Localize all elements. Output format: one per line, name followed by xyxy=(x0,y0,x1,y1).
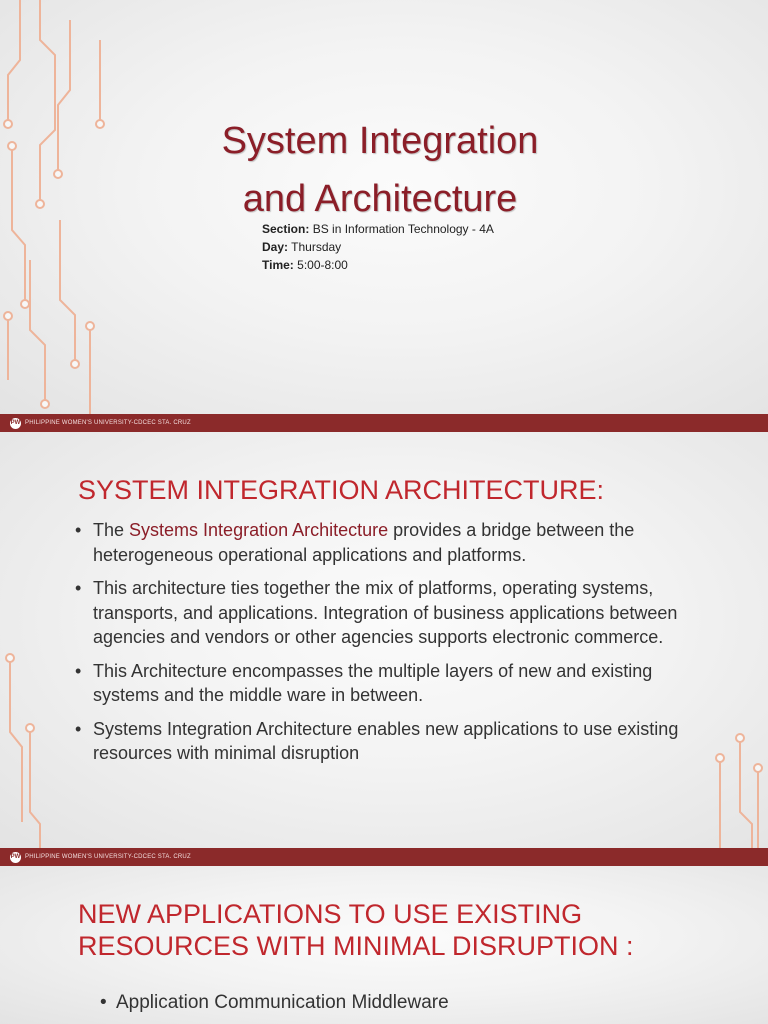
content-slide xyxy=(0,432,768,848)
footer-text: PHILIPPINE WOMEN'S UNIVERSITY-CDCEC STA. CRUZ xyxy=(25,420,191,426)
course-info xyxy=(262,220,494,274)
section-label: Section: xyxy=(262,222,310,236)
section-value: BS in Information Technology - 4A xyxy=(312,222,494,236)
section-heading: SYSTEM INTEGRATION ARCHITECTURE: xyxy=(78,475,605,505)
time-label: Time: xyxy=(262,258,294,272)
section-row xyxy=(262,220,494,238)
time-value: 5:00-8:00 xyxy=(297,258,348,272)
list-item: • This Architecture encompasses the multiple layers of new and existing systems and the middle ware in between. xyxy=(75,659,715,708)
day-value: Thursday xyxy=(291,240,342,254)
content-slide xyxy=(0,866,768,1024)
time-row xyxy=(262,256,494,274)
list-item xyxy=(75,518,715,567)
slide-title xyxy=(120,112,640,228)
footer-band xyxy=(0,414,768,432)
university-logo-icon: PW xyxy=(10,852,21,863)
title-line-1: System Integration xyxy=(221,120,539,162)
day-label: Day: xyxy=(262,240,289,254)
bullet-list xyxy=(75,518,715,775)
university-logo-icon: PW xyxy=(10,418,21,429)
highlight-term: Systems Integration Architecture xyxy=(129,520,389,540)
footer-band xyxy=(0,848,768,866)
bullet-text: The xyxy=(93,520,130,540)
title-slide xyxy=(0,0,768,414)
title-line-2: and Architecture xyxy=(242,178,518,220)
list-item: • Application Communication Middleware xyxy=(100,990,449,1016)
footer-text: PHILIPPINE WOMEN'S UNIVERSITY-CDCEC STA. CRUZ xyxy=(25,854,191,860)
bullet-list xyxy=(100,990,449,1016)
heading-line-2: RESOURCES WITH MINIMAL DISRUPTION : xyxy=(78,931,634,961)
bullet-text: provides a bridge between the heterogeneous operational applications and platforms. xyxy=(93,520,635,565)
heading-line-1: NEW APPLICATIONS TO USE EXISTING xyxy=(78,899,583,929)
list-item: • This architecture ties together the mix of platforms, operating systems, transports, and applications. Integration of business applications between agencies and vendors or other agencies supports electronic commerce. xyxy=(75,576,715,650)
day-row xyxy=(262,238,494,256)
list-item: • Systems Integration Architecture enables new applications to use existing resources with minimal disruption xyxy=(75,717,715,766)
section-heading xyxy=(78,898,634,962)
